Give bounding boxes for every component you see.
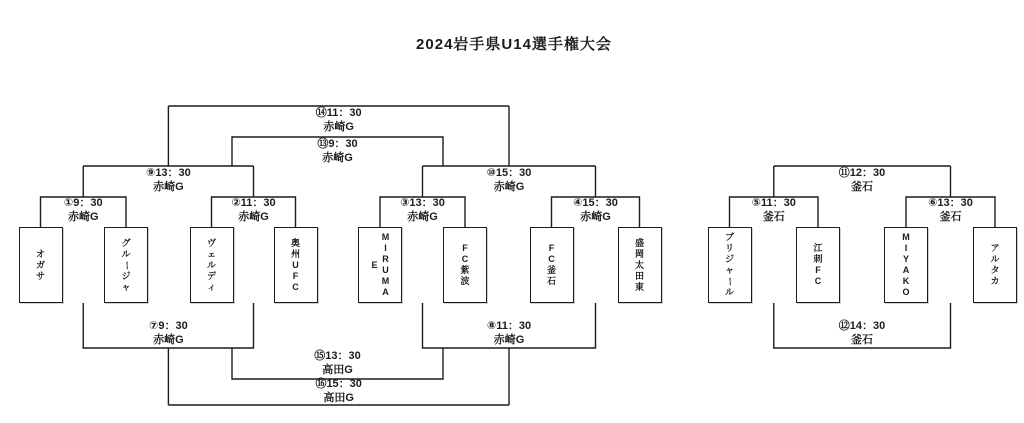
match-time: 11：30 (496, 320, 532, 332)
team-name: 江 刺 F C (813, 243, 823, 286)
match-venue: 高田G (322, 363, 353, 376)
team-name: 盛 岡 太 田 東 (634, 237, 644, 292)
bracket-line-match-10 (423, 106, 596, 166)
match-time: 9：30 (158, 320, 188, 332)
match-label (536, 197, 656, 224)
team-name: F C 紫 波 (460, 243, 470, 286)
match-label (278, 350, 398, 377)
match-label (279, 378, 399, 405)
match-number: ⑤ (751, 197, 761, 209)
team-box (104, 227, 148, 303)
match-venue: 赤崎G (153, 180, 184, 193)
match-label (108, 320, 228, 347)
team-box (973, 227, 1017, 303)
team-box (708, 227, 752, 303)
team-name: M I R U M A E (371, 232, 390, 297)
match-number: ⑯ (315, 378, 327, 390)
match-number: ⑭ (315, 107, 327, 119)
match-venue: 釜石 (762, 210, 785, 223)
team-box (884, 227, 928, 303)
match-number: ⑮ (314, 350, 326, 362)
match-number: ③ (400, 197, 410, 209)
team-name: グ ル ー ジ ャ (121, 237, 132, 292)
team-box (618, 227, 662, 303)
bracket-line-match-8 (423, 303, 596, 405)
match-time: 11：30 (760, 197, 796, 209)
team-name: ブ リ ジ ャ ー ル (724, 232, 735, 297)
match-number: ⑥ (928, 197, 938, 209)
match-number: ⑩ (486, 167, 496, 179)
match-number: ⑨ (145, 167, 156, 179)
team-name: オ ガ サ (35, 248, 45, 281)
match-time: 12：30 (849, 167, 886, 179)
match-time: 11：30 (326, 107, 362, 119)
match-venue: 赤崎G (493, 333, 525, 346)
match-venue: 赤崎G (323, 120, 354, 133)
match-label (108, 167, 228, 194)
match-time: 13：30 (155, 167, 191, 179)
match-time: 13：30 (937, 197, 973, 209)
match-venue: 赤崎G (67, 210, 99, 223)
team-box (358, 227, 402, 303)
match-venue: 赤崎G (407, 210, 438, 223)
match-label (194, 197, 314, 224)
match-venue: 釜石 (851, 333, 873, 346)
bracket-line-match-9 (83, 106, 253, 166)
match-label (363, 197, 483, 224)
team-box (274, 227, 318, 303)
match-label (279, 107, 399, 134)
page-title: 2024岩手県U14選手権大会 (416, 36, 612, 53)
match-time: 15：30 (582, 197, 618, 209)
match-label (802, 320, 922, 347)
match-number: ⑪ (838, 167, 850, 179)
match-venue: 釜石 (939, 210, 962, 223)
match-label (802, 167, 922, 194)
match-venue: 赤崎G (580, 210, 611, 223)
match-number: ⑧ (486, 320, 497, 332)
match-venue: 赤崎G (493, 180, 525, 193)
match-time: 15：30 (326, 378, 362, 390)
match-venue: 赤崎G (238, 210, 269, 223)
match-venue: 高田G (323, 391, 354, 404)
bracket-line-match-7 (83, 303, 253, 405)
match-label (23, 197, 143, 224)
match-time: 11：30 (240, 197, 276, 209)
team-name: 奥 州 U F C (290, 237, 300, 292)
match-label (278, 138, 398, 165)
match-venue: 赤崎G (153, 333, 184, 346)
match-venue: 赤崎G (322, 151, 353, 164)
match-time: 13：30 (409, 197, 445, 209)
team-name: ヴ ェ ル デ ィ (206, 237, 216, 292)
match-number: ② (231, 197, 241, 209)
match-number: ⑫ (838, 320, 850, 332)
match-label (449, 167, 569, 194)
team-box (796, 227, 840, 303)
match-time: 14：30 (849, 320, 886, 332)
team-box (190, 227, 234, 303)
match-venue: 釜石 (851, 180, 873, 193)
team-name: F C 釜 石 (546, 243, 556, 286)
match-number: ⑬ (317, 138, 329, 150)
team-box (19, 227, 63, 303)
team-name: M I Y A K O (902, 232, 910, 297)
match-time: 15：30 (495, 167, 532, 179)
match-label (714, 197, 834, 224)
match-label (891, 197, 1011, 224)
match-number: ⑦ (149, 320, 159, 332)
team-name: ア ル タ カ (990, 243, 1000, 286)
match-label (449, 320, 569, 347)
match-time: 9：30 (73, 197, 103, 209)
match-time: 9：30 (328, 138, 358, 150)
team-box (530, 227, 574, 303)
match-time: 13：30 (325, 350, 361, 362)
match-number: ① (63, 197, 74, 209)
match-number: ④ (573, 197, 583, 209)
team-box (443, 227, 487, 303)
